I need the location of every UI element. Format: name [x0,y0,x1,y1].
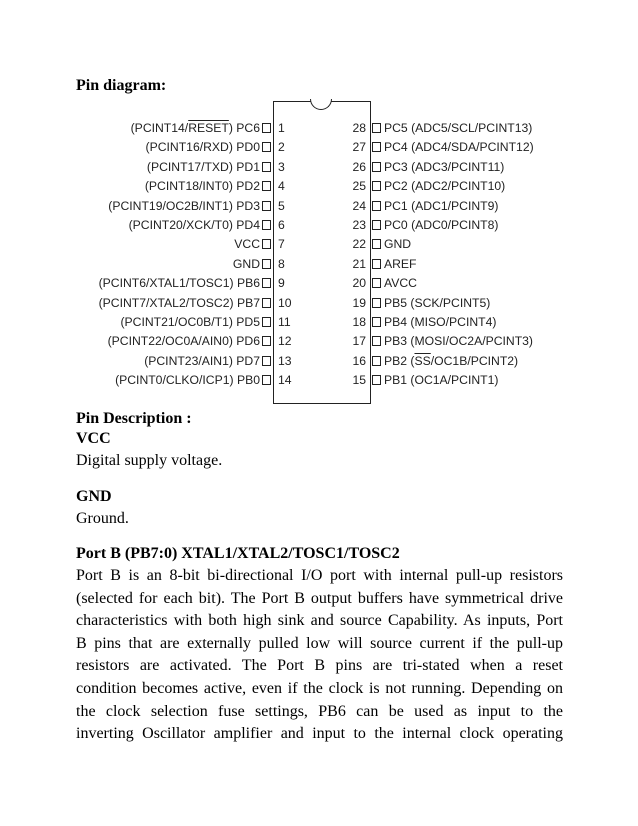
pin-square-icon [372,375,381,385]
pin-number: 9 [278,276,285,291]
pin-label-text: PB1 (OC1A/PCINT1) [384,373,499,388]
pin-label-text: /OC1B/PCINT2) [430,353,519,368]
pin-number: 1 [278,121,285,135]
pin-number: 3 [278,159,285,174]
right-pin-row [0,235,638,253]
pin-label-text: (PCINT19/OC2B/INT1) PD3 [108,198,260,213]
right-pin-row [0,255,638,273]
pin-number: 17 [352,334,366,349]
pin-square-icon [372,201,381,211]
pin-square-icon [372,239,381,249]
pin-label [384,197,498,215]
pin-label [384,371,498,389]
pin-label-overline-text: $\overline{SS}$ [414,353,431,368]
pin-description-heading: Pin Description : [76,410,192,427]
pin-number: 16 [352,353,366,368]
pin-label-overline-text: RESET [188,121,229,135]
pin-number: 13 [278,353,292,368]
pin-label-text: PC2 (ADC2/PCINT10) [384,179,506,194]
port-b-heading: Port B (PB7:0) XTAL1/XTAL2/TOSC1/TOSC2 [76,545,400,562]
pin-label-text: (PCINT6/XTAL1/TOSC1) PB6 [98,276,260,291]
pin-label-text: (PCINT16/RXD) PD0 [145,140,260,155]
right-pin-row [0,294,638,312]
pin-number: 14 [278,373,292,388]
pin-label-text: (PCINT14/ [130,121,189,135]
pin-label-text: VCC [234,237,260,252]
port-b-paragraph [76,565,563,746]
pin-number: 20 [352,276,366,291]
pin-label-text: AREF [384,256,417,271]
paragraph-line: inverting Oscillator amplifier and input to the internal clock operating [76,725,563,743]
paragraph-line: B pins that are externally pulled low will source current if the pull-up [76,634,563,652]
pin-square-icon [372,278,381,288]
pin-label-text: (PCINT23/AIN1) PD7 [144,353,260,368]
pin-label-text: (PCINT0/CLKO/ICP1) PB0 [115,373,260,388]
paragraph-line: Port B is an 8-bit bi-directional I/O port with internal pull-up resistors [76,567,563,584]
pin-number: 5 [278,198,285,213]
pin-square-icon [372,336,381,346]
pin-label [384,313,496,331]
pin-square-icon [372,220,381,230]
right-pin-row [0,177,638,195]
right-pin-row [0,138,638,156]
pin-number: 12 [278,334,292,349]
pin-label [384,332,533,350]
pin-number: 7 [278,237,285,252]
pin-number: 8 [278,256,285,271]
gnd-heading: GND [76,488,112,505]
pin-label-text: PC4 (ADC4/SDA/PCINT12) [384,140,534,155]
pin-label [384,255,417,273]
pin-number: 6 [278,218,285,232]
pin-number: 19 [352,295,366,310]
pin-label-text: ) PC6 [228,121,260,135]
right-pin-row [0,197,638,215]
pin-label-text: PB5 (SCK/PCINT5) [384,295,491,310]
pin-number: 26 [352,159,366,174]
gnd-description: Ground. [76,510,129,527]
pin-label-text: PB4 (MISO/PCINT4) [384,315,497,329]
pin-square-icon [372,356,381,366]
pin-label-text: PC0 (ADC0/PCINT8) [384,218,499,232]
pin-label-text: (PCINT21/OC0B/T1) PD5 [120,315,260,329]
right-pin-row [0,352,638,370]
pin-square-icon [372,259,381,269]
right-pin-row [0,371,638,389]
pin-label-text: (PCINT20/XCK/T0) PD4 [128,218,260,232]
pin-label-text: PB2 ( [384,353,415,368]
paragraph-line: (selected for each bit). The Port B output buffers have symmetrical drive [76,589,563,607]
paragraph-line: characteristics with both high sink and source Capability. As inputs, Port [76,612,563,630]
pin-label [384,216,498,234]
pin-number: 11 [278,315,291,329]
right-pin-row [0,332,638,350]
pin-label [384,119,532,137]
pin-label-text: GND [232,256,260,271]
pin-square-icon [372,142,381,152]
pin-number: 21 [352,256,366,271]
pin-square-icon [372,162,381,172]
paragraph-line: the clock selection fuse settings, PB6 can be used as input to the [76,702,563,720]
pin-number: 22 [352,237,366,252]
right-pin-row [0,158,638,176]
pin-label-text: (PCINT18/INT0) PD2 [144,179,260,194]
pin-label [384,352,518,370]
paragraph-line: condition becomes active, even if the clock is not running. Depending on [76,679,563,697]
vcc-description: Digital supply voltage. [76,452,223,469]
right-pin-row [0,274,638,292]
pin-number: 18 [352,315,366,329]
pin-diagram-heading: Pin diagram: [76,77,167,94]
pin-label-text: (PCINT7/XTAL2/TOSC2) PB7 [98,295,260,310]
pin-label-text: AVCC [384,276,417,291]
pin-label-text: (PCINT22/OC0A/AIN0) PD6 [107,334,260,349]
pin-square-icon [372,298,381,308]
pin-number: 28 [352,121,366,135]
pin-number: 23 [352,218,366,232]
paragraph-line: resistors are activated. The Port B pins are tri-stated when a reset [76,657,563,675]
pin-label [384,158,504,176]
pin-label-text: GND [384,237,412,252]
pin-number: 25 [352,179,366,194]
pin-number: 27 [352,140,366,155]
pin-label [384,177,505,195]
pin-label [384,235,411,253]
pin-label [384,294,490,312]
pin-label-text: PC1 (ADC1/PCINT9) [384,198,499,213]
pin-number: 4 [278,179,285,194]
right-pin-row [0,119,638,137]
pin-label-text: PB3 (MOSI/OC2A/PCINT3) [384,334,533,349]
right-pin-row [0,313,638,331]
right-pin-row [0,216,638,234]
pin-label-text: PC5 (ADC5/SCL/PCINT13) [384,121,533,135]
pin-number: 10 [278,295,292,310]
pin-number: 2 [278,140,285,155]
pin-number: 24 [352,198,366,213]
pin-square-icon [372,181,381,191]
pin-label-text: (PCINT17/TXD) PD1 [146,159,260,174]
pin-number: 15 [352,373,366,388]
pin-label [384,138,534,156]
pin-square-icon [372,317,381,327]
pin-square-icon [372,123,381,133]
pin-label [384,274,417,292]
vcc-heading: VCC [76,430,111,447]
pin-label-text: PC3 (ADC3/PCINT11) [384,159,505,174]
